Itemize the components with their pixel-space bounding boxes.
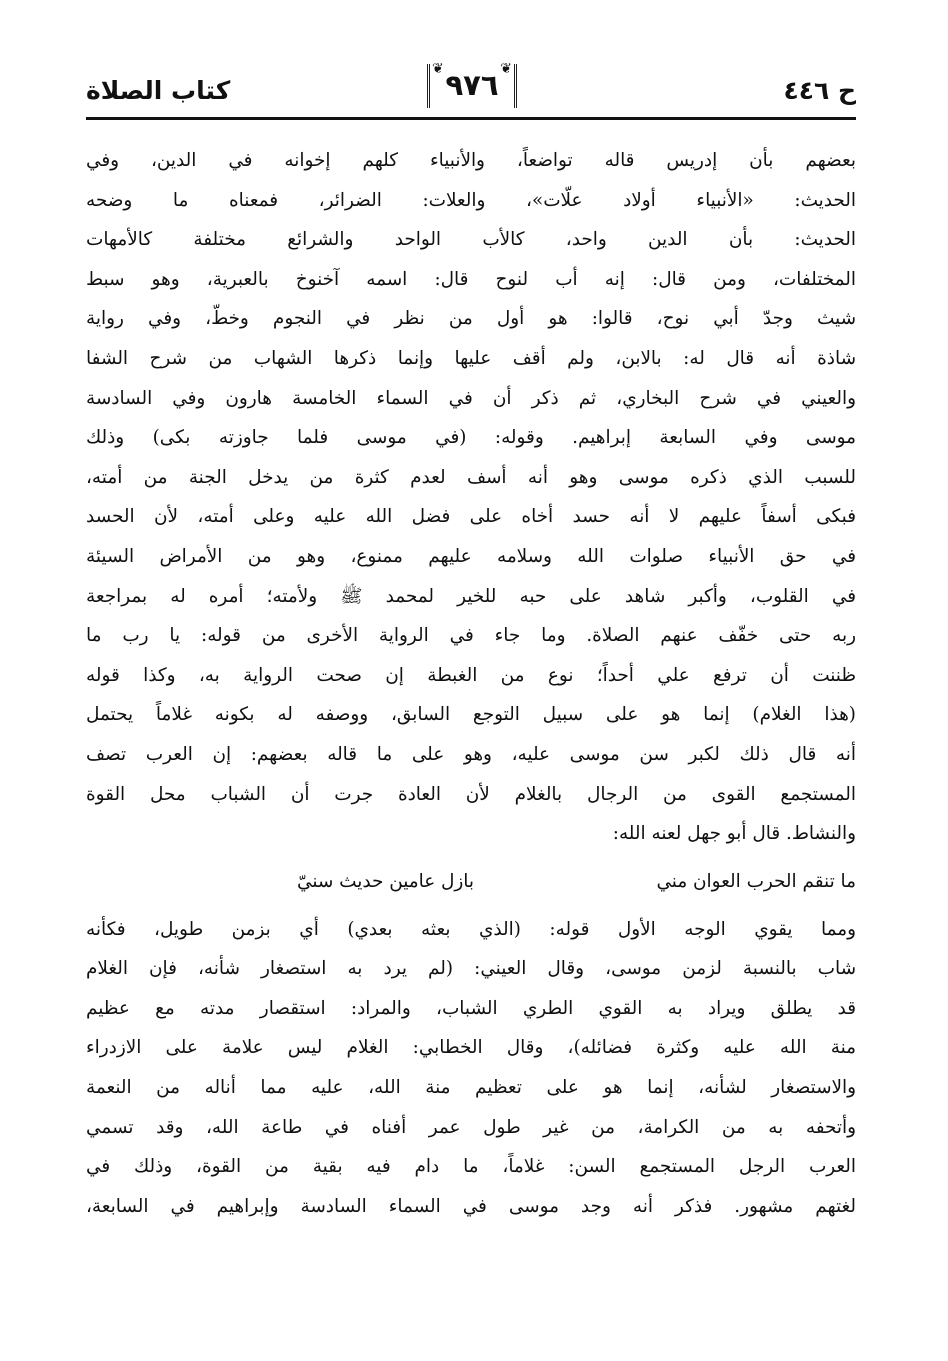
text-line: وأتحفه به من الكرامة، من غير طول عمر أفناه في طاعة الله، وقد تسمي (86, 1116, 856, 1138)
chapter-title: كتاب الصلاة (86, 76, 231, 105)
text-line: شاب بالنسبة لزمن موسى، وقال العيني: (لم يرد به استصغار شأنه، فإن الغلام (86, 958, 856, 980)
text-line: ظننت أن ترفع علي أحداً؛ نوع من الغبطة إن صحت الرواية به، وكذا قوله (86, 664, 856, 686)
text-line: بعضهم بأن إدريس قاله تواضعاً، والأنبياء كلهم إخوانه في الدين، وفي (86, 150, 856, 171)
text-line: فبكى أسفاً عليهم لا أنه حسد أخاه على فضل الله عليه وعلى أمته، لأن الحسد (86, 506, 856, 528)
text-line: أنه قال ذلك لكبر سن موسى عليه، وهو على ما قاله بعضهم: إن العرب تصف (86, 743, 856, 765)
poetry-verse (86, 854, 856, 910)
hadith-number: ح ٤٤٦ (783, 76, 856, 105)
text-line: قد يطلق ويراد به القوي الطري الشباب، والمراد: استقصار مدته مع عظيم (86, 997, 856, 1019)
text-line: والعيني في شرح البخاري، ثم ذكر أن في السماء الخامسة هارون وفي السادسة (86, 387, 856, 409)
verse-second-hemistich: بازل عامين حديث سنيّ (297, 870, 474, 892)
ornament-icon: ❦ (432, 61, 444, 77)
header-rule (86, 117, 856, 120)
text-line: ربه حتى خفّف عنهم الصلاة. وما جاء في الرواية الأخرى من قوله: يا رب ما (86, 625, 856, 647)
page-number-frame (427, 61, 517, 108)
verse-first-hemistich: ما تنقم الحرب العوان مني (656, 870, 856, 892)
text-line: في القلوب، وأكبر شاهد على حبه للخير لمحمد ﷺ ولأمته؛ أمره له بمراجعة (86, 585, 856, 607)
text-line: المختلفات، ومن قال: إنه أب لنوح قال: اسمه آخنوخ بالعبرية، وهو سبط (86, 268, 856, 290)
text-line: الحديث: بأن الدين واحد، كالأب الواحد والشرائع مختلفة كالأمهات (86, 229, 856, 251)
text-line: منة الله عليه وكثرة فضائله)، وقال الخطابي: الغلام ليس علامة على الازدراء (86, 1037, 856, 1059)
ornament-icon: ❦ (500, 61, 512, 77)
page-number: ٩٧٦ (445, 68, 499, 102)
page-header (86, 58, 856, 120)
text-line: المستجمع القوى من الرجال بالغلام لأن العادة جرت أن الشباب محل القوة (86, 783, 856, 805)
text-line: لغتهم مشهور. فذكر أنه وجد موسى في السماء السادسة وإبراهيم في السابعة، (86, 1195, 856, 1217)
text-line: للسبب الذي ذكره موسى وهو أنه أسف لعدم كثرة من يدخل الجنة من أمته، (86, 466, 856, 488)
text-line: شيث وجدّ أبي نوح، قالوا: هو أول من نظر في النجوم وخطّ، وفي رواية (86, 308, 856, 330)
text-line: الحديث: «الأنبياء أولاد علّات»، والعلات: الضرائر، فمعناه ما وضحه (86, 189, 856, 211)
text-line: (هذا الغلام) إنما هو على سبيل التوجع السابق، ووصفه له بكونه غلاماً يحتمل (86, 704, 856, 726)
text-line: موسى وفي السابعة إبراهيم. وقوله: (في موسى فلما جاوزته بكى) وذلك (86, 427, 856, 449)
main-text (86, 141, 856, 1226)
text-line: في حق الأنبياء صلوات الله وسلامه عليهم ممنوع، وهو من الأمراض السيئة (86, 545, 856, 567)
text-line: والنشاط. قال أبو جهل لعنه الله: (612, 823, 856, 845)
text-line: والاستصغار لشأنه، إنما هو على تعظيم منة الله، عليه مما أناله من النعمة (86, 1077, 856, 1099)
text-line: ومما يقوي الوجه الأول قوله: (الذي بعثه بعدي) أي بزمن طويل، فكأنه (86, 918, 856, 940)
text-line: العرب الرجل المستجمع السن: غلاماً، ما دام فيه بقية من القوة، وذلك في (86, 1156, 856, 1178)
text-line: شاذة أنه قال له: بالابن، ولم أقف عليها وإنما ذكرها الشهاب من شرح الشفا (86, 347, 856, 369)
